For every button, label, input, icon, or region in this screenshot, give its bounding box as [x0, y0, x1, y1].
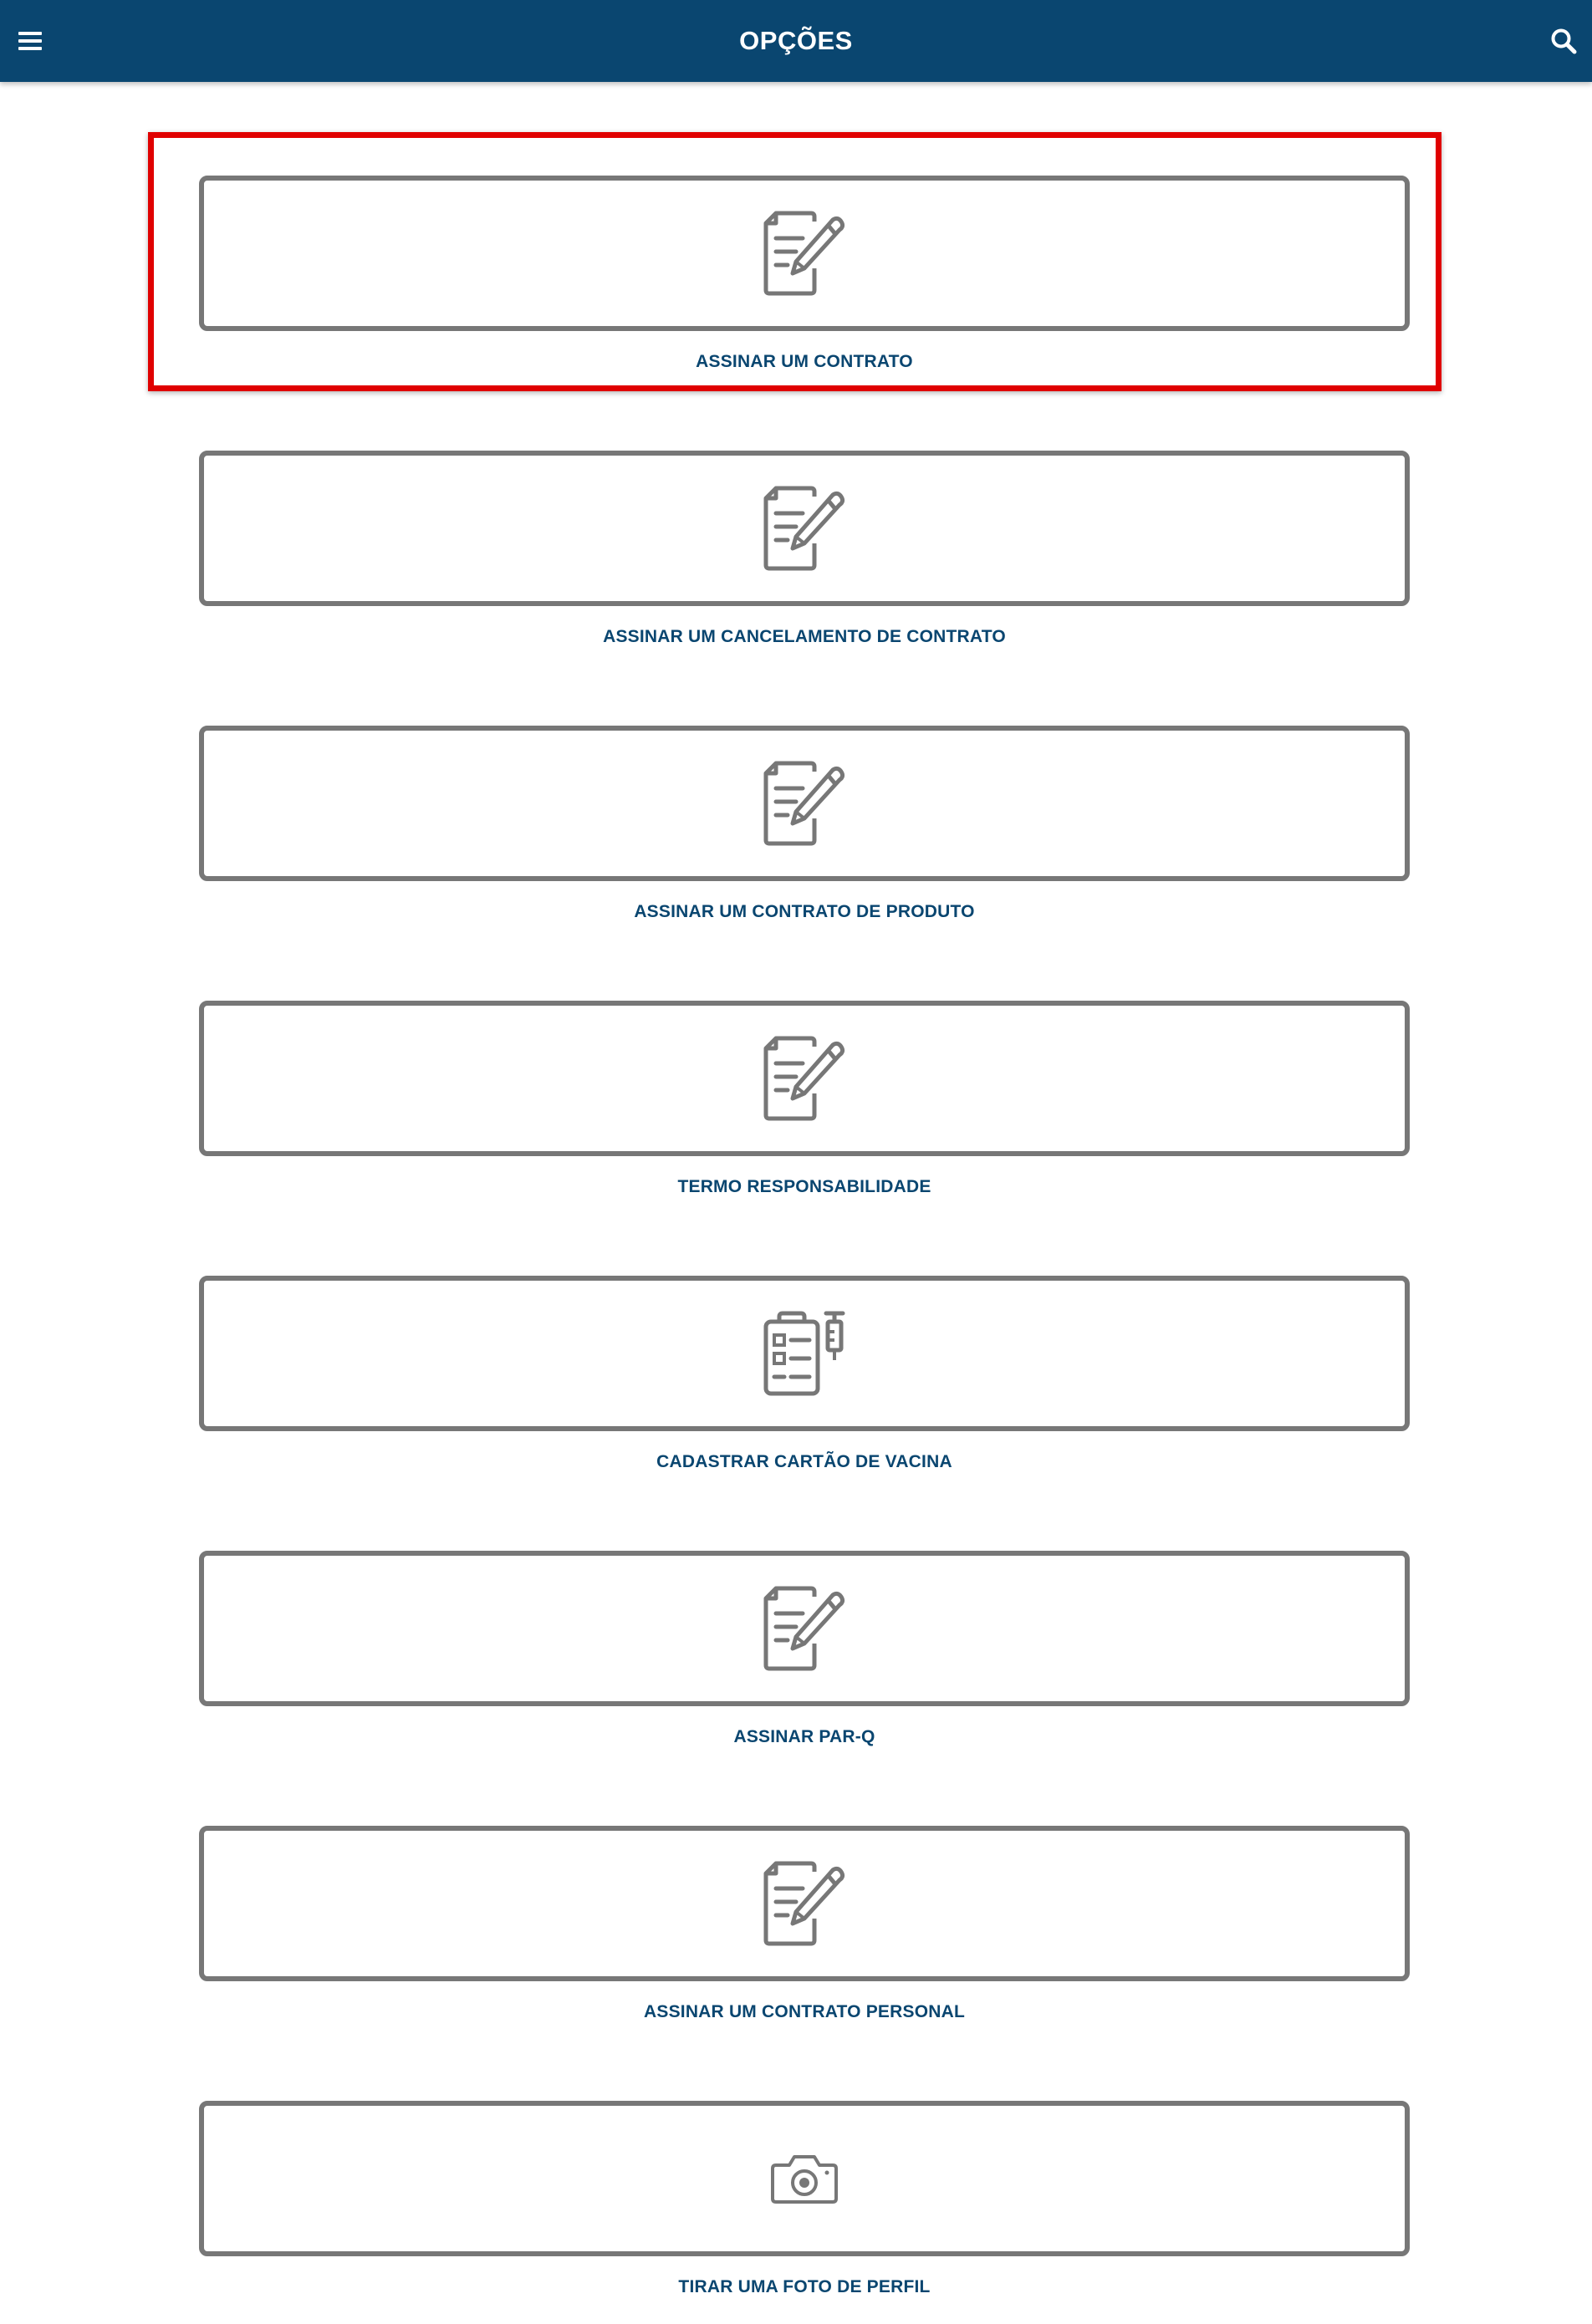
option-card[interactable] — [199, 2101, 1410, 2256]
option-label: ASSINAR UM CONTRATO DE PRODUTO — [634, 902, 975, 921]
option-card[interactable] — [199, 176, 1410, 331]
option-assinar-par-q[interactable] — [199, 1551, 1410, 1751]
vaccine-clipboard-icon — [761, 1310, 848, 1397]
option-label: TERMO RESPONSABILIDADE — [677, 1177, 931, 1196]
option-label: CADASTRAR CARTÃO DE VACINA — [656, 1452, 952, 1471]
page-title: OPÇÕES — [739, 26, 853, 55]
option-assinar-cancelamento[interactable] — [199, 451, 1410, 651]
document-sign-icon — [763, 1035, 846, 1122]
option-card[interactable] — [199, 1276, 1410, 1431]
option-label: ASSINAR UM CONTRATO PERSONAL — [644, 2002, 965, 2021]
option-card[interactable] — [199, 1001, 1410, 1156]
document-sign-icon — [763, 760, 846, 847]
top-app-bar — [0, 0, 1592, 82]
search-icon — [1550, 28, 1577, 54]
document-sign-icon — [763, 485, 846, 572]
option-label: TIRAR UMA FOTO DE PERFIL — [678, 2277, 931, 2296]
option-card[interactable] — [199, 1551, 1410, 1706]
camera-icon — [771, 2153, 838, 2204]
search-button[interactable] — [1542, 19, 1585, 63]
option-assinar-contrato[interactable] — [199, 176, 1410, 376]
option-cadastrar-cartao-vacina[interactable] — [199, 1276, 1410, 1476]
document-sign-icon — [763, 1860, 846, 1947]
option-card[interactable] — [199, 1826, 1410, 1981]
document-sign-icon — [763, 210, 846, 297]
document-sign-icon — [763, 1585, 846, 1672]
option-card[interactable] — [199, 451, 1410, 606]
option-assinar-contrato-produto[interactable] — [199, 726, 1410, 926]
option-assinar-contrato-personal[interactable] — [199, 1826, 1410, 2026]
option-label: ASSINAR UM CANCELAMENTO DE CONTRATO — [603, 627, 1006, 646]
option-termo-responsabilidade[interactable] — [199, 1001, 1410, 1201]
option-card[interactable] — [199, 726, 1410, 881]
option-tirar-foto-perfil[interactable] — [199, 2101, 1410, 2301]
option-label: ASSINAR PAR-Q — [733, 1727, 875, 1746]
option-label: ASSINAR UM CONTRATO — [696, 352, 913, 371]
